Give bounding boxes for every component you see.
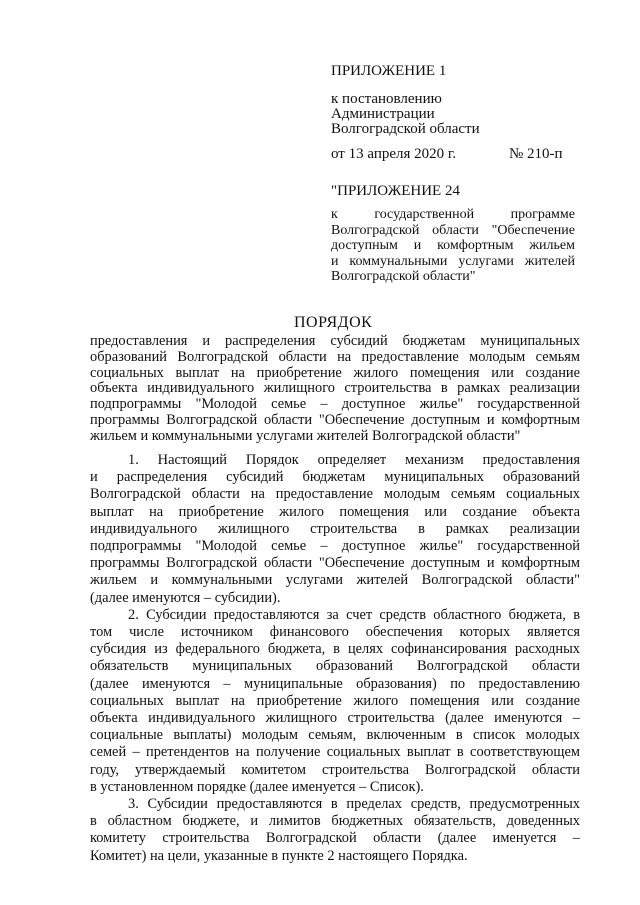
paragraph-line: (далее именуются – муниципальные образования) по предоставлению (90, 675, 580, 692)
paragraph-line: подпрограммы "Молодой семье – доступное жилье" государственной (90, 538, 580, 555)
paragraph-line: Волгоградской области на предоставление молодым семьям социальных (90, 486, 580, 503)
paragraph-line: программы Волгоградской области "Обеспечение доступным и комфортным (90, 555, 580, 572)
reference-line: и коммунальными услугами жителей (331, 253, 575, 269)
intro-line: образований Волгоградской области на предоставление молодым семьям (90, 348, 580, 365)
document-title: ПОРЯДОК (294, 314, 373, 331)
paragraph-line: Комитет) на цели, указанные в пункте 2 настоящего Порядка. (90, 847, 468, 864)
intro-line: объекта индивидуального жилищного строительства в рамках реализации (90, 380, 580, 397)
decree-line-2: Администрации (331, 106, 435, 122)
paragraph-line: социальные выплаты) молодым семьям, включенным в список молодых (90, 727, 580, 744)
decree-date: от 13 апреля 2020 г. (331, 146, 457, 162)
intro-line: социальных выплат на приобретение жилого помещения или создание (90, 364, 580, 381)
paragraph-line: году, утверждаемый комитетом строительства Волгоградской области (90, 761, 580, 778)
intro-line: жильем и коммунальными услугами жителей Волгоградской области" (90, 427, 521, 444)
paragraph-line: субсидия из федерального бюджета, в целях софинансирования расходных (90, 641, 580, 658)
paragraph-2 (90, 607, 580, 796)
paragraph-line: комитету строительства Волгоградской области (далее именуется – (90, 830, 580, 847)
paragraph-line: обязательств муниципальных образований Волгоградской области (90, 658, 580, 675)
intro-line: предоставления и распределения субсидий бюджетам муниципальных (90, 333, 580, 349)
paragraph-line: социальных выплат на приобретение жилого помещения или создание (90, 692, 580, 709)
intro-line: программы Волгоградской области "Обеспечение доступным и комфортным (90, 411, 580, 428)
paragraph-1 (90, 452, 580, 607)
paragraph-line: в областном бюджете, и лимитов бюджетных обязательств, доведенных (90, 813, 580, 830)
reference-line: доступным и комфортным жильем (331, 238, 575, 254)
paragraph-line: 3. Субсидии предоставляются в пределах средств, предусмотренных (128, 796, 580, 813)
reference-line: Волгоградской области" (331, 269, 476, 285)
paragraph-line: жильем и коммунальными услугами жителей Волгоградской области" (90, 572, 580, 589)
paragraph-line: (далее именуются – субсидии). (90, 589, 281, 606)
paragraph-line: и распределения субсидий бюджетам муниципальных образований (90, 469, 580, 486)
paragraph-line: выплат на приобретение жилого помещения или создание объекта (90, 503, 580, 520)
intro-line: подпрограммы "Молодой семье – доступное жилье" государственной (90, 396, 580, 413)
document-body (90, 452, 580, 865)
appendix-24-title: "ПРИЛОЖЕНИЕ 24 (331, 183, 460, 199)
document-intro (90, 334, 580, 445)
appendix-title: ПРИЛОЖЕНИЕ 1 (331, 63, 447, 79)
decree-line-1: к постановлению (331, 91, 442, 107)
paragraph-line: семей – претендентов на получение социальных выплат в соответствующем (90, 744, 580, 761)
reference-line: к государственной программе (331, 207, 575, 222)
decree-line-3: Волгоградской области (331, 121, 480, 137)
decree-number: № 210-п (509, 146, 563, 162)
paragraph-line: том числе источником финансового обеспечения которых является (90, 624, 580, 641)
appendix-24-reference (331, 207, 575, 285)
paragraph-line: 1. Настоящий Порядок определяет механизм предоставления (128, 452, 580, 468)
paragraph-line: в установленном порядке (далее именуется – Список). (90, 778, 424, 795)
paragraph-line: индивидуального жилищного строительства в рамках реализации (90, 520, 580, 537)
paragraph-3 (90, 796, 580, 865)
paragraph-line: 2. Субсидии предоставляются за счет средств областного бюджета, в (128, 606, 580, 623)
paragraph-line: объекта индивидуального жилищного строительства (далее именуются – (90, 710, 580, 727)
reference-line: Волгоградской области "Обеспечение (331, 222, 575, 238)
